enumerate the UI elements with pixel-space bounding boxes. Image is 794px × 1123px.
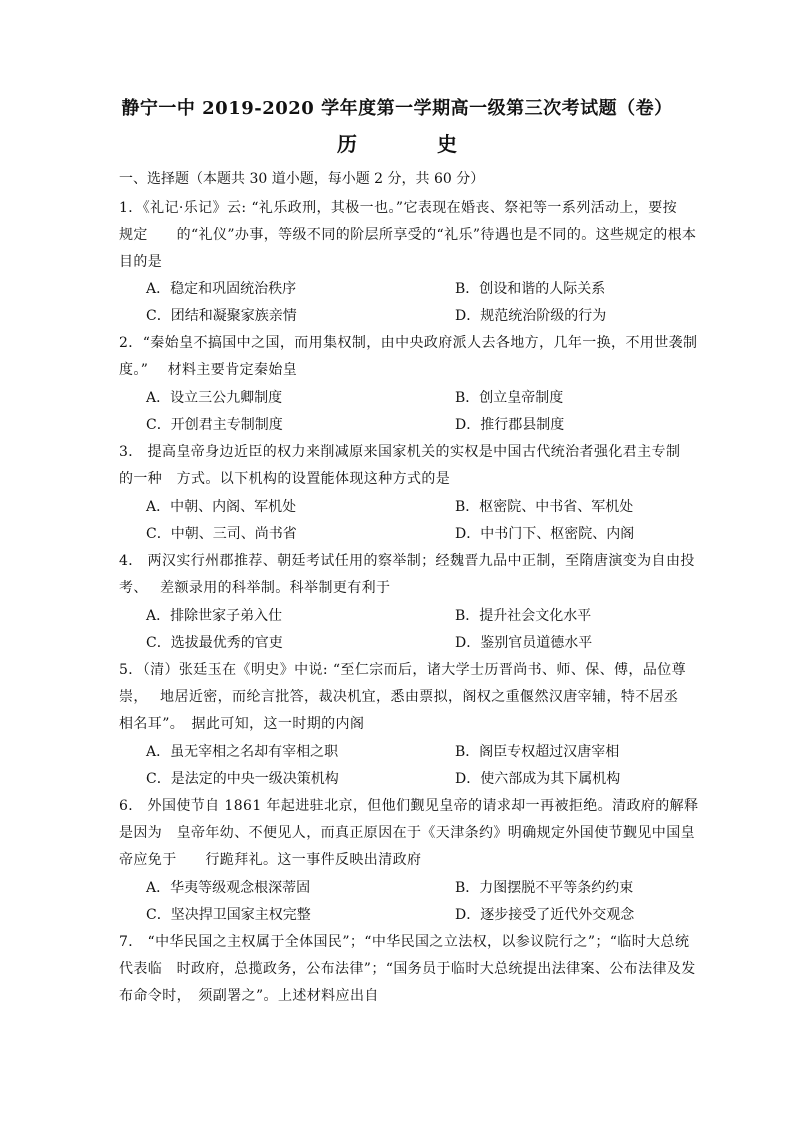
question-6-line-1: 6． 外国使节自 1861 年起进驻北京，但他们觐见皇帝的请求却一再被拒绝。清政府的解释 [119, 798, 699, 814]
question-1-line-2: 规定 的“礼仪”办事，等级不同的阶层所享受的“礼乐”待遇也是不同的。这些规定的根本 [119, 227, 697, 243]
question-5-line-3: 相名耳”。 据此可知，这一时期的内阁 [119, 716, 365, 732]
question-1-option-d: D．规范统治阶级的行为 [455, 308, 607, 324]
question-2-option-c: C．开创君主专制制度 [146, 417, 283, 433]
question-4-option-b: B．提升社会文化水平 [455, 608, 592, 624]
question-2-line-2: 度。” 材料主要肯定秦始皇 [119, 362, 298, 378]
question-6-option-b: B．力图摆脱不平等条约约束 [455, 880, 634, 896]
question-3-line-1: 3． 提高皇帝身边近臣的权力来削减原来国家机关的实权是中国古代统治者强化君主专制 [119, 444, 681, 460]
question-3-option-a: A．中朝、内阁、军机处 [146, 499, 297, 515]
question-4-line-1: 4． 两汉实行州郡推荐、朝廷考试任用的察举制；经魏晋九品中正制，至隋唐演变为自由投 [119, 553, 695, 569]
question-5-option-d: D．使六部成为其下属机构 [455, 771, 621, 787]
subject-heading: 历 史 [337, 132, 487, 156]
question-7-line-1: 7． “中华民国之主权属于全体国民”；“中华民国之立法权，以参议院行之”；“临时大总统 [119, 934, 690, 950]
question-2-option-a: A．设立三公九卿制度 [146, 390, 283, 406]
question-5-option-b: B．阁臣专权超过汉唐宰相 [455, 744, 620, 760]
question-6-option-d: D．逐步接受了近代外交观念 [455, 907, 635, 923]
question-5-line-1: 5．（清）张廷玉在《明史》中说: “至仁宗而后，诸大学士历晋尚书、师、保、傅，品位尊 [119, 662, 687, 678]
question-4-option-c: C．选拔最优秀的官吏 [146, 635, 283, 651]
question-2-line-1: 2．“秦始皇不搞国中之国，而用集权制，由中央政府派人去各地方，几年一换，不用世袭制 [119, 335, 698, 351]
question-6-option-a: A．华夷等级观念根深蒂固 [146, 880, 311, 896]
question-2-option-b: B．创立皇帝制度 [455, 390, 564, 406]
section-heading: 一、选择题（本题共 30 道小题，每小题 2 分，共 60 分） [119, 171, 485, 187]
question-3-option-c: C．中朝、三司、尚书省 [146, 526, 297, 542]
question-4-line-2: 考、 差额录用的科举制。科举制更有利于 [119, 580, 391, 596]
question-3-line-2: 的一种 方式。以下机构的设置能体现这种方式的是 [119, 471, 451, 487]
question-6-line-2: 是因为 皇帝年幼、不便见人，而真正原因在于《天津条约》明确规定外国使节觐见中国皇 [119, 825, 695, 841]
question-1-option-a: A．稳定和巩固统治秩序 [146, 281, 297, 297]
question-7-line-2: 代表临 时政府，总揽政务，公布法律”；“国务员于临时大总统提出法律案、公布法律及发 [119, 961, 696, 977]
question-5-line-2: 崇， 地居近密，而纶言批答，裁决机宜，悉由票拟，阁权之重偃然汉唐宰辅，特不居丞 [119, 689, 679, 705]
question-1-option-b: B．创设和谐的人际关系 [455, 281, 606, 297]
question-1-line-3: 目的是 [119, 254, 163, 270]
question-3-option-b: B．枢密院、中书省、军机处 [455, 499, 634, 515]
question-4-option-a: A．排除世家子弟入仕 [146, 608, 283, 624]
question-1-option-c: C．团结和凝聚家族亲情 [146, 308, 297, 324]
question-5-option-c: C．是法定的中央一级决策机构 [146, 771, 339, 787]
question-1-line-1: 1．《礼记·乐记》云: “礼乐政刑，其极一也。”它表现在婚丧、祭祀等一系列活动上，要按 [119, 200, 678, 216]
question-2-option-d: D．推行郡县制度 [455, 417, 565, 433]
question-4-option-d: D．鉴别官员道德水平 [455, 635, 593, 651]
question-7-line-3: 布命令时， 须副署之”。上述材料应出自 [119, 988, 379, 1004]
question-6-line-3: 帝应免于 行跪拜礼。这一事件反映出清政府 [119, 852, 422, 868]
exam-title: 静宁一中 2019-2020 学年度第一学期高一级第三次考试题（卷） [121, 98, 673, 119]
question-6-option-c: C．坚决捍卫国家主权完整 [146, 907, 311, 923]
question-5-option-a: A．虽无宰相之名却有宰相之职 [146, 744, 339, 760]
question-3-option-d: D．中书门下、枢密院、内阁 [455, 526, 635, 542]
